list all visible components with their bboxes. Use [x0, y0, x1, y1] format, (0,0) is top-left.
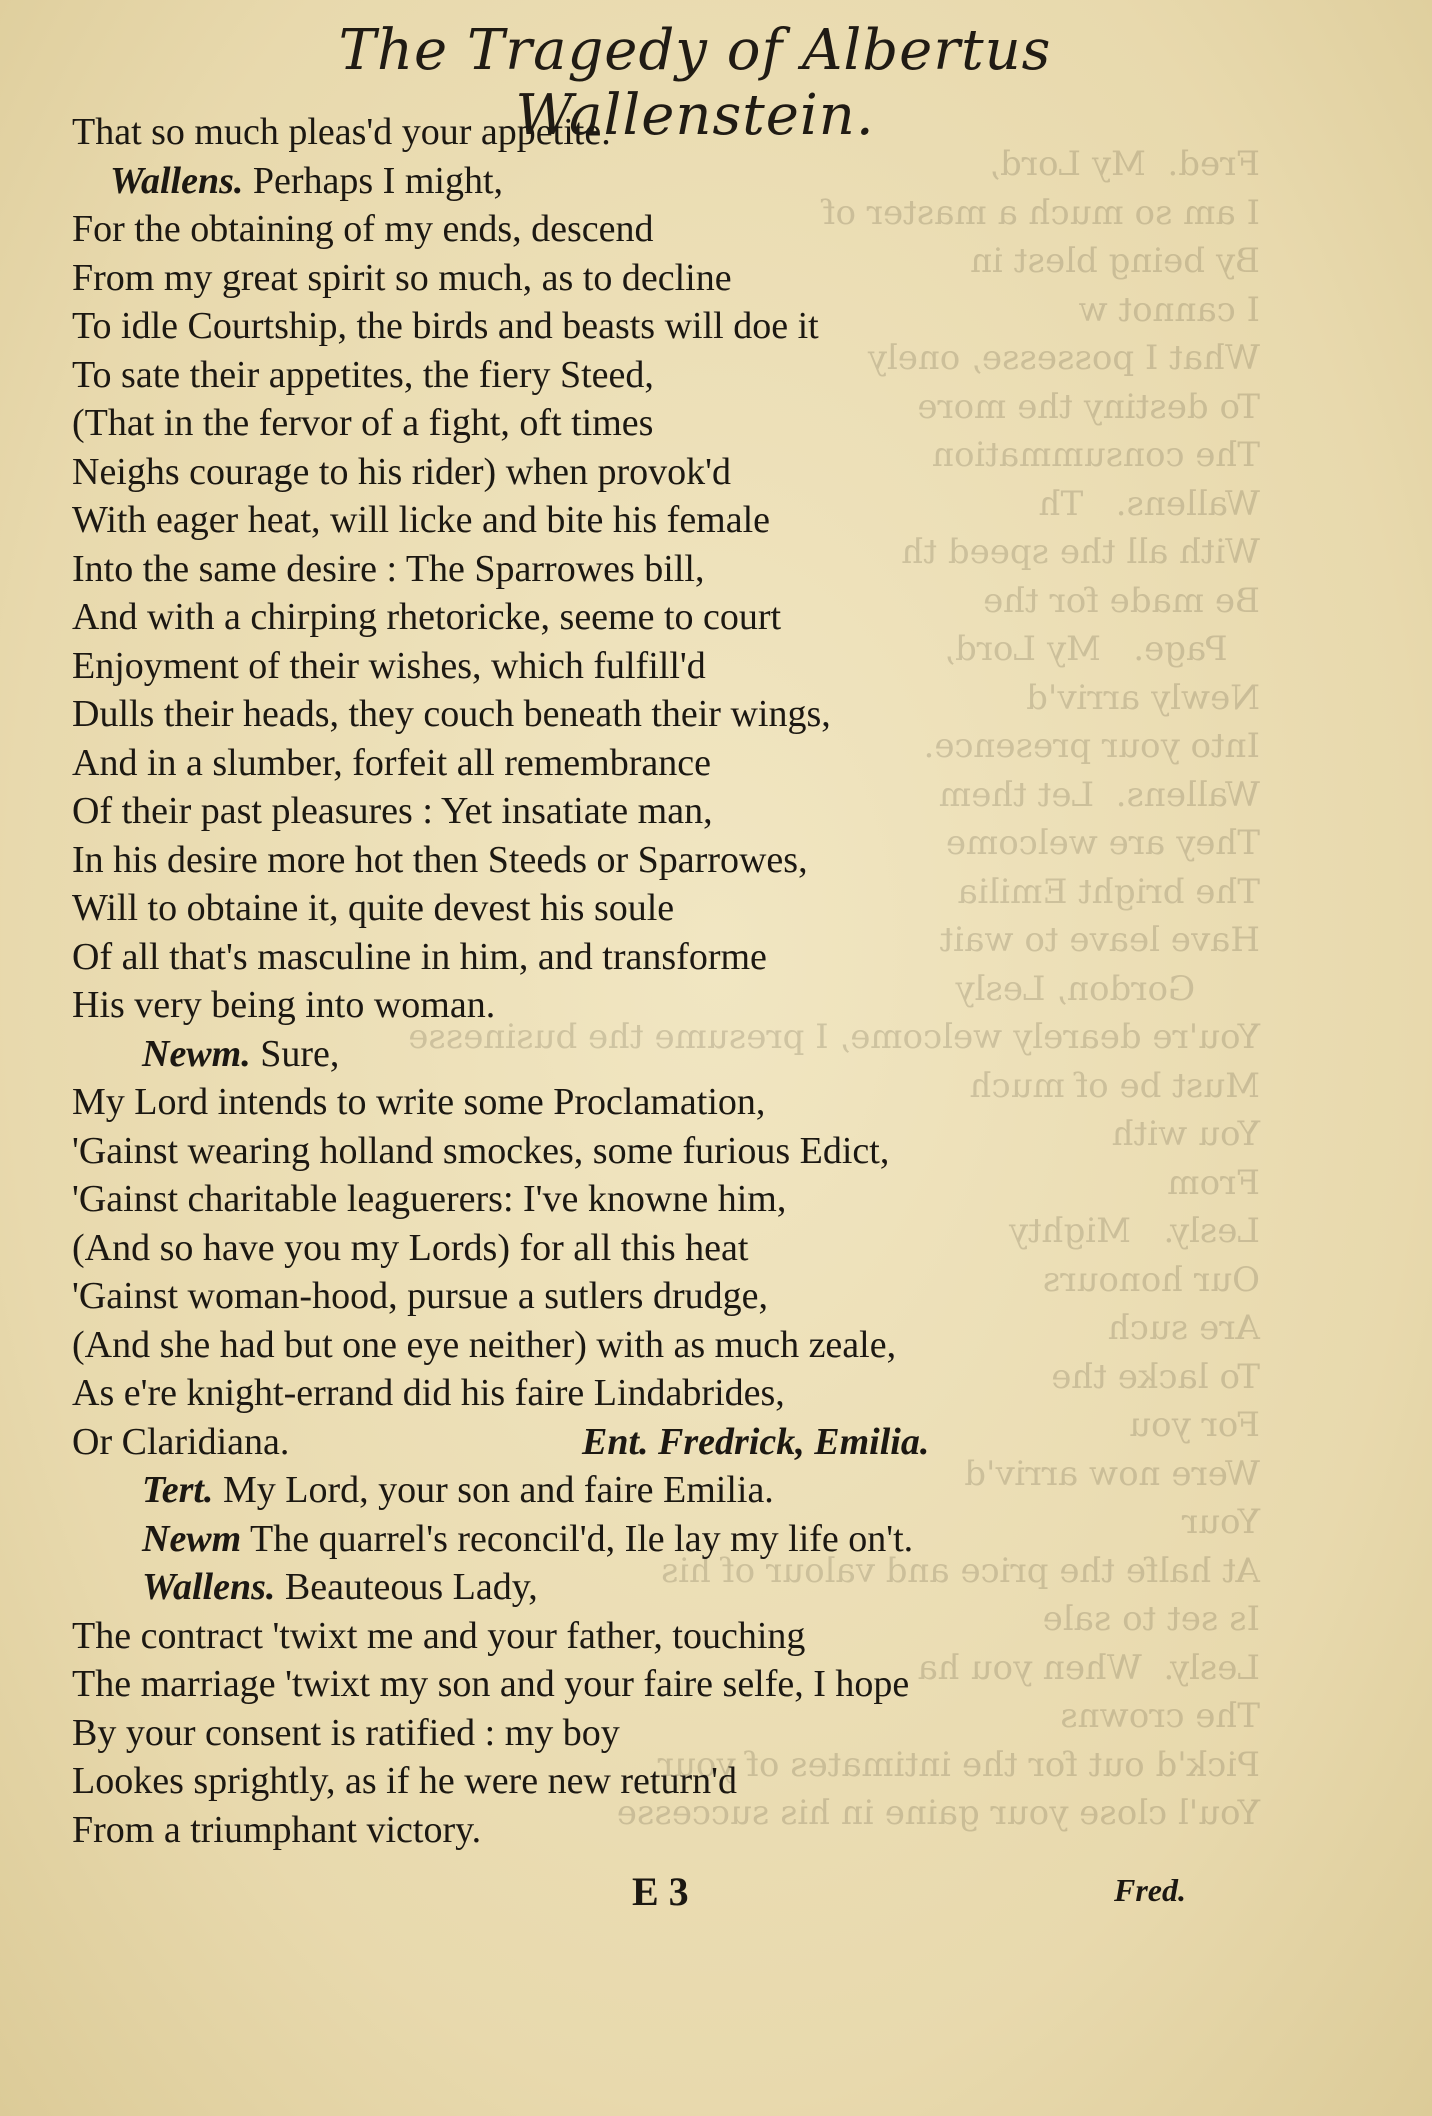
- line-text: Dulls their heads, they couch beneath their wings,: [72, 693, 831, 735]
- text-line: [72, 1321, 1192, 1370]
- text-line: [72, 448, 1192, 497]
- text-line: [72, 1515, 1192, 1564]
- line-text: By your consent is ratified : my boy: [72, 1711, 620, 1754]
- line-text: (And so have you my Lords) for all this heat: [72, 1226, 749, 1269]
- catchword: Fred.: [1114, 1872, 1186, 1908]
- text-line: [72, 1660, 1192, 1709]
- line-text: His very being into woman.: [72, 984, 496, 1026]
- text-line: [72, 1709, 1192, 1758]
- line-text: Neighs courage to his rider) when provok'd: [72, 450, 732, 493]
- line-text: Lookes sprightly, as if he were new return'd: [72, 1760, 737, 1802]
- speaker-prefix: Newm.: [142, 1032, 251, 1075]
- line-text: Of their past pleasures : Yet insatiate man,: [72, 790, 713, 832]
- line-text: My Lord intends to write some Proclamation,: [72, 1081, 766, 1123]
- text-line: [72, 1127, 1192, 1176]
- text-line: [72, 1563, 1192, 1612]
- line-text: In his desire more hot then Steeds or Sparrowes,: [72, 838, 808, 881]
- text-line: [72, 836, 1192, 885]
- running-head: The Tragedy of Albertus Wallenstein.: [338, 18, 1052, 148]
- show-through-text: Fred. My Lord, I am so much a master of By being blest in I cannot w What I possesse, onely To destiny the more The consummation Wallens. Th With all the speed th Be made for the Page. My Lord, Newly arriv'd Into your presence. Wallens. Let them They are welcome The bright Emilia Have leave to wait Gordon, Lesly You're dearely welcome, I presume the businesse Must be of much You with From Lesly. Mighty Our honours Are such To lacke the For you Were now arriv'd Your At halfe the price and valour of his Is set to sale Lesly. When you ha The crowns Pick'd out for the intimates of your You'l close your gaine in his successe: [408, 144, 1260, 1833]
- text-line: [72, 933, 1192, 982]
- text-line: [72, 351, 1192, 400]
- signature-mark: E 3: [632, 1869, 689, 1914]
- line-text: Will to obtaine it, quite devest his soule: [72, 887, 675, 929]
- text-line: [72, 1078, 1192, 1127]
- line-text: From a triumphant victory.: [72, 1808, 482, 1851]
- text-line: [72, 302, 1192, 351]
- text-line: [72, 642, 1192, 691]
- line-text: 'Gainst wearing holland smockes, some furious Edict,: [72, 1129, 890, 1172]
- line-text: For the obtaining of my ends, descend: [72, 208, 654, 250]
- line-text: 'Gainst woman-hood, pursue a sutlers drudge,: [72, 1275, 768, 1317]
- line-text: The quarrel's reconcil'd, Ile lay my life on't.: [250, 1517, 914, 1560]
- line-text: Into the same desire : The Sparrowes bill,: [72, 547, 705, 590]
- text-line: [72, 1030, 1192, 1079]
- speaker-prefix: Wallens.: [142, 1566, 276, 1608]
- line-text: The marriage 'twixt my son and your faire selfe, I hope: [72, 1663, 910, 1705]
- line-text: And with a chirping rhetoricke, seeme to court: [72, 596, 782, 638]
- text-line: [72, 496, 1192, 545]
- text-line: [72, 1806, 1192, 1855]
- line-text: My Lord, your son and faire Emilia.: [222, 1469, 774, 1511]
- text-line: [72, 884, 1192, 933]
- line-text: Of all that's masculine in him, and transforme: [72, 935, 767, 978]
- line-text: (That in the fervor of a fight, oft times: [72, 402, 654, 444]
- text-line: [72, 787, 1192, 836]
- text-line: [72, 205, 1192, 254]
- line-text: To idle Courtship, the birds and beasts will doe it: [72, 305, 819, 347]
- text-line: [72, 593, 1192, 642]
- text-line: [72, 1175, 1192, 1224]
- text-line: [72, 1466, 1192, 1515]
- text-line: [72, 1369, 1192, 1418]
- speaker-prefix: Wallens.: [110, 159, 244, 202]
- line-text: (And she had but one eye neither) with as much zeale,: [72, 1323, 897, 1366]
- line-text: Enjoyment of their wishes, which fulfill'd: [72, 644, 706, 687]
- text-line: [72, 981, 1192, 1030]
- line-text: That so much pleas'd your appetite.: [72, 111, 611, 153]
- text-line: [72, 1612, 1192, 1661]
- text-line: [72, 690, 1192, 739]
- line-text: Perhaps I might,: [252, 159, 504, 202]
- line-text: To sate their appetites, the fiery Steed,: [72, 353, 654, 396]
- line-text: And in a slumber, forfeit all remembrance: [72, 741, 711, 784]
- text-line: [72, 1272, 1192, 1321]
- speaker-prefix: Newm: [142, 1517, 242, 1560]
- line-text: The contract 'twixt me and your father, touching: [72, 1614, 806, 1657]
- line-text: As e're knight-errand did his faire Lindabrides,: [72, 1372, 785, 1414]
- text-line: [72, 1418, 1192, 1467]
- stage-direction: Ent. Fredrick, Emilia.: [582, 1420, 930, 1463]
- text-line: [72, 399, 1192, 448]
- verse-text: [72, 108, 1192, 1928]
- text-line: [72, 1224, 1192, 1273]
- text-line: [72, 739, 1192, 788]
- line-text: From my great spirit so much, as to decline: [72, 256, 732, 299]
- text-line: [72, 108, 1192, 157]
- line-text: Sure,: [260, 1032, 340, 1075]
- page-footer: [72, 1868, 1192, 1928]
- text-line: [72, 1757, 1192, 1806]
- line-text: Beauteous Lady,: [284, 1566, 538, 1608]
- text-line: [72, 157, 1192, 206]
- speaker-prefix: Tert.: [142, 1469, 214, 1511]
- text-line: [72, 254, 1192, 303]
- line-text: 'Gainst charitable leaguerers: I've knowne him,: [72, 1178, 787, 1220]
- line-text: Or Claridiana.: [72, 1420, 290, 1463]
- line-text: With eager heat, will licke and bite his female: [72, 499, 771, 541]
- text-line: [72, 545, 1192, 594]
